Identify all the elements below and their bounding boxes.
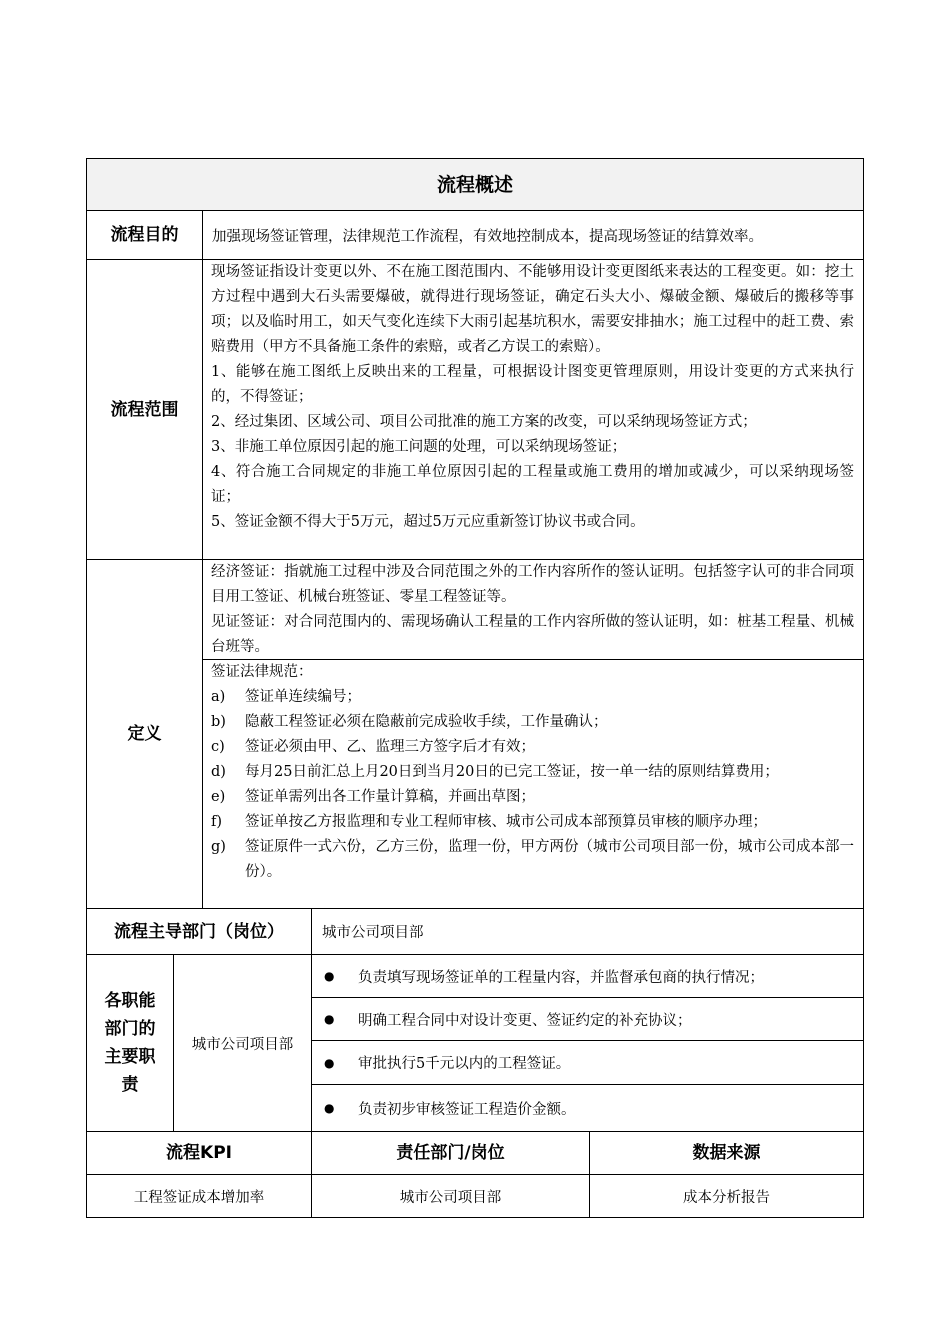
kpi-cell-dept: 城市公司项目部 <box>399 1189 502 1206</box>
legal-rules-heading: 签证法律规范： <box>211 664 313 680</box>
purpose-text: 加强现场签证管理，法律规范工作流程，有效地控制成本，提高现场签证的结算效率。 <box>212 228 763 245</box>
kpi-header-dept: 责任部门/岗位 <box>396 1143 505 1163</box>
list-item <box>211 710 854 735</box>
list-marker: g) <box>211 839 226 855</box>
list-text: 隐蔽工程签证必须在隐蔽前完成验收手续，工作量确认； <box>245 714 608 730</box>
duty-item <box>322 955 852 997</box>
bullet-icon: ● <box>324 1055 335 1070</box>
definition-label: 定义 <box>127 724 162 744</box>
kpi-cell-kpi: 工程签证成本增加率 <box>133 1189 265 1206</box>
list-item <box>211 810 854 835</box>
lead-dept-value: 城市公司项目部 <box>322 925 424 941</box>
scope-paragraph-intro: 现场签证指设计变更以外、不在施工图范围内、不能够用设计变更图纸来表达的工程变更。如：挖土方过程中遇到大石头需要爆破，就得进行现场签证，确定石头大小、爆破金额、爆破后的搬移等事项；以及临时用工，如天气变化连续下大雨引起基坑积水，需要安排抽水；施工过程中的赶工费、索赔费用（甲方不具备施工条件的索赔，或者乙方误工的索赔）。 <box>211 264 854 355</box>
list-text: 签证单按乙方报监理和专业工程师审核、城市公司成本部预算员审核的顺序办理； <box>245 814 767 830</box>
list-marker: e) <box>211 789 226 805</box>
list-marker: b) <box>211 714 226 730</box>
duty-text: 负责填写现场签证单的工程量内容，并监督承包商的执行情况； <box>358 969 764 986</box>
list-item <box>211 735 854 760</box>
list-item <box>211 785 854 810</box>
lead-dept-label: 流程主导部门（岗位） <box>114 921 284 942</box>
page-title: 流程概述 <box>436 173 513 196</box>
scope-paragraph-5: 5、签证金额不得大于5万元，超过5万元应重新签订协议书或合同。 <box>211 514 645 530</box>
list-item <box>211 685 854 710</box>
list-item <box>211 835 854 885</box>
duty-text: 审批执行5千元以内的工程签证。 <box>358 1056 571 1072</box>
duty-text: 负责初步审核签证工程造价金额。 <box>358 1101 576 1118</box>
list-item <box>211 760 854 785</box>
list-text: 签证必须由甲、乙、监理三方签字后才有效； <box>245 739 535 755</box>
list-marker: f) <box>211 814 223 830</box>
duty-item <box>322 1041 852 1084</box>
duty-item <box>322 1085 852 1131</box>
duties-dept: 城市公司项目部 <box>191 1036 294 1053</box>
bullet-icon: ● <box>324 1101 335 1115</box>
kpi-header-source: 数据来源 <box>692 1143 761 1163</box>
duty-item <box>322 998 852 1040</box>
list-marker: d) <box>211 764 226 780</box>
definition-witness-visa: 见证签证：对合同范围内的、需现场确认工程量的工作内容所做的签认证明，如：桩基工程量、机械台班等。 <box>211 614 854 655</box>
kpi-header-kpi: 流程KPI <box>166 1143 232 1163</box>
purpose-label: 流程目的 <box>110 225 179 245</box>
definition-legal-rules <box>211 660 854 885</box>
scope-paragraph-1: 1、能够在施工图纸上反映出来的工程量，可根据设计图变更管理原则，用设计变更的方式来执行的，不得签证； <box>211 364 854 405</box>
list-marker: c) <box>211 739 225 755</box>
duties-label: 各职能部门的主要职责 <box>104 991 156 1095</box>
rule-label-column <box>202 210 203 908</box>
list-marker: a) <box>211 689 226 705</box>
kpi-cell-source: 成本分析报告 <box>683 1189 770 1206</box>
scope-text <box>211 260 854 535</box>
definition-economic-visa: 经济签证：指就施工过程中涉及合同范围之外的工作内容所作的签认证明。包括签字认可的非合同项目用工签证、机械台班签证、零星工程签证等。 <box>211 564 854 605</box>
list-text: 签证原件一式六份，乙方三份，监理一份，甲方两份（城市公司项目部一份，城市公司成本部一份）。 <box>245 839 854 880</box>
bullet-icon: ● <box>324 1012 335 1026</box>
scope-paragraph-3: 3、非施工单位原因引起的施工问题的处理，可以采纳现场签证； <box>211 439 627 455</box>
list-text: 每月25日前汇总上月20日到当月20日的已完工签证，按一单一结的原则结算费用； <box>245 764 779 780</box>
duty-text: 明确工程合同中对设计变更、签证约定的补充协议； <box>358 1012 692 1029</box>
list-text: 签证单需列出各工作量计算稿，并画出草图； <box>245 789 535 805</box>
bullet-icon: ● <box>324 969 335 983</box>
definition-visa-types <box>211 560 854 660</box>
scope-paragraph-4: 4、符合施工合同规定的非施工单位原因引起的工程量或施工费用的增加或减少，可以采纳现场签证； <box>211 464 854 505</box>
scope-paragraph-2: 2、经过集团、区域公司、项目公司批准的施工方案的改变，可以采纳现场签证方式； <box>211 414 757 430</box>
scope-label: 流程范围 <box>110 399 179 420</box>
list-text: 签证单连续编号； <box>245 689 361 705</box>
